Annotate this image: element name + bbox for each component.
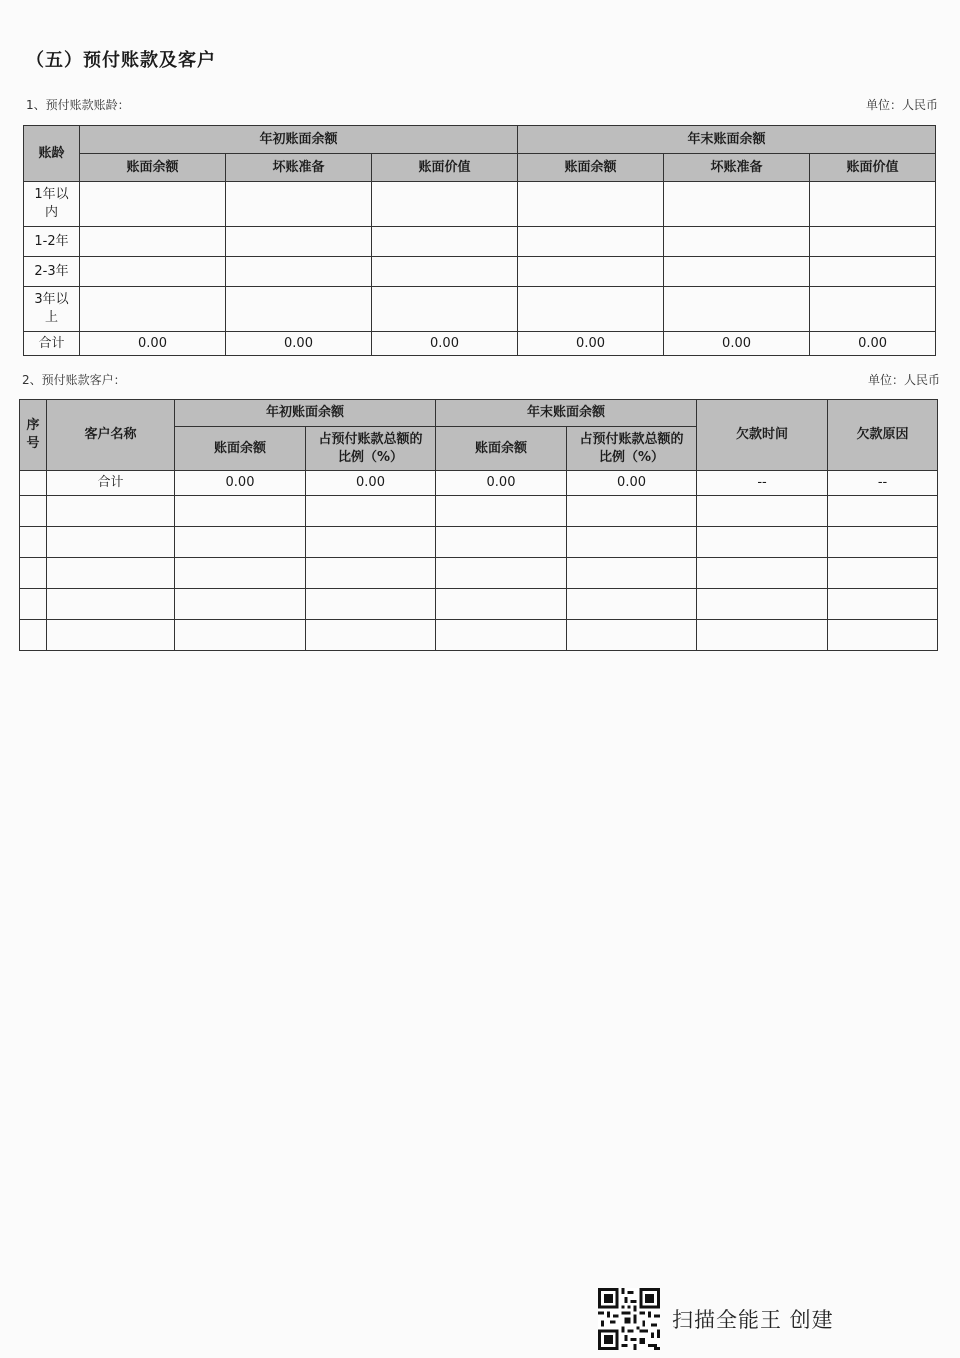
cell — [80, 257, 226, 287]
table-row — [24, 227, 936, 257]
cell — [372, 287, 518, 332]
cell: 0.00 — [226, 332, 372, 356]
cell — [226, 227, 372, 257]
table-row — [24, 182, 936, 227]
row-label: 2-3年 — [24, 257, 80, 287]
cell — [518, 287, 664, 332]
cell: 0.00 — [372, 332, 518, 356]
header-col: 账面余额 — [518, 154, 664, 182]
header-time: 欠款时间 — [697, 400, 828, 471]
header-balance: 账面余额 — [436, 427, 567, 471]
cell: -- — [697, 471, 828, 496]
cell: 0.00 — [518, 332, 664, 356]
header-col: 坏账准备 — [664, 154, 810, 182]
cell: -- — [828, 471, 938, 496]
cell — [810, 182, 936, 227]
qr-code-icon — [598, 1288, 660, 1350]
cell: 0.00 — [80, 332, 226, 356]
row-label: 1年以内 — [24, 182, 80, 227]
table-row — [24, 257, 936, 287]
header-age: 账龄 — [24, 126, 80, 182]
row-label: 3年以上 — [24, 287, 80, 332]
cell — [810, 287, 936, 332]
table-row — [20, 527, 938, 558]
cell — [664, 227, 810, 257]
table-row — [20, 589, 938, 620]
header-name: 客户名称 — [47, 400, 175, 471]
cell — [664, 257, 810, 287]
table-row — [20, 496, 938, 527]
page-title: （五）预付账款及客户 — [26, 50, 216, 71]
cell — [80, 287, 226, 332]
header-end-group: 年末账面余额 — [436, 400, 697, 427]
customer-table — [19, 399, 938, 651]
cell — [226, 182, 372, 227]
brand-text: 扫描全能王 创建 — [672, 1308, 834, 1332]
header-col: 账面价值 — [810, 154, 936, 182]
header-balance: 账面余额 — [175, 427, 306, 471]
cell — [372, 257, 518, 287]
cell: 0.00 — [664, 332, 810, 356]
cell — [372, 227, 518, 257]
cell: 合计 — [47, 471, 175, 496]
cell: 0.00 — [436, 471, 567, 496]
cell: 0.00 — [567, 471, 697, 496]
section1-caption: 1、预付账款账龄： — [26, 98, 130, 112]
row-label: 合计 — [24, 332, 80, 356]
header-ratio: 占预付账款总额的比例（%） — [306, 427, 436, 471]
cell — [226, 257, 372, 287]
header-seq: 序号 — [20, 400, 47, 471]
cell — [372, 182, 518, 227]
cell — [810, 227, 936, 257]
aging-table — [23, 125, 936, 356]
header-begin-group: 年初账面余额 — [80, 126, 518, 154]
cell — [226, 287, 372, 332]
header-col: 账面余额 — [80, 154, 226, 182]
cell: 0.00 — [306, 471, 436, 496]
table-row — [20, 558, 938, 589]
header-end-group: 年末账面余额 — [518, 126, 936, 154]
cell: 0.00 — [810, 332, 936, 356]
cell — [664, 182, 810, 227]
cell — [518, 182, 664, 227]
row-label: 1-2年 — [24, 227, 80, 257]
section2-unit: 单位：人民币 — [868, 373, 941, 387]
table-row — [24, 287, 936, 332]
cell: 0.00 — [175, 471, 306, 496]
header-col: 账面价值 — [372, 154, 518, 182]
total-row — [24, 332, 936, 356]
cell — [518, 257, 664, 287]
section1-unit: 单位：人民币 — [866, 98, 939, 112]
header-col: 坏账准备 — [226, 154, 372, 182]
total-row — [20, 471, 938, 496]
cell — [80, 227, 226, 257]
cell — [518, 227, 664, 257]
header-ratio: 占预付账款总额的比例（%） — [567, 427, 697, 471]
cell — [80, 182, 226, 227]
scanner-watermark — [598, 1288, 834, 1350]
cell — [664, 287, 810, 332]
header-begin-group: 年初账面余额 — [175, 400, 436, 427]
cell — [810, 257, 936, 287]
cell — [20, 471, 47, 496]
header-reason: 欠款原因 — [828, 400, 938, 471]
section2-caption: 2、预付账款客户： — [22, 373, 126, 387]
table-row — [20, 620, 938, 651]
